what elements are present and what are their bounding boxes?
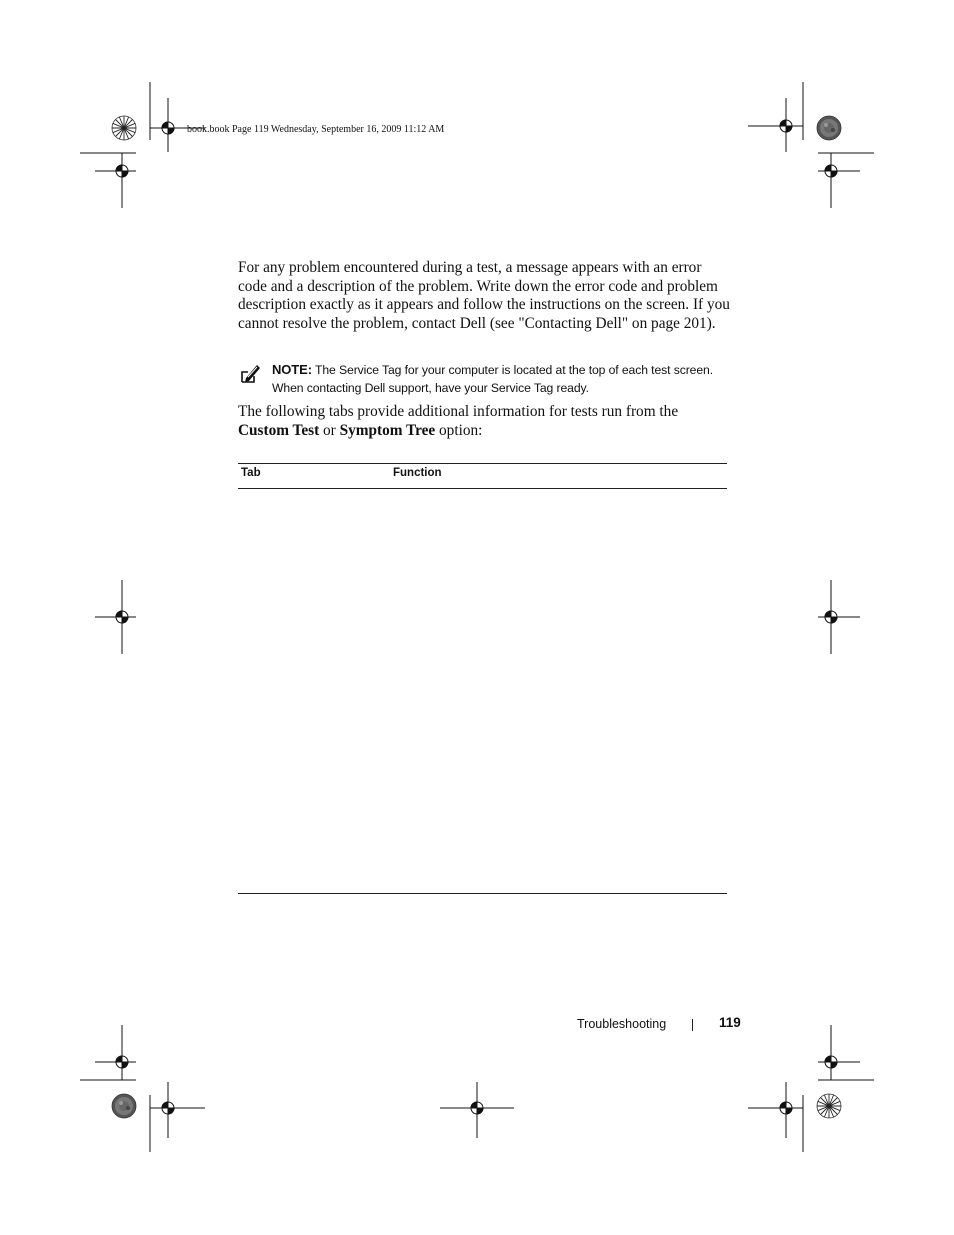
table-header-rule	[238, 488, 727, 489]
custom-test-term: Custom Test	[238, 422, 320, 439]
note-pencil-icon	[240, 362, 262, 384]
footer-separator	[692, 1019, 693, 1031]
note-body: The Service Tag for your computer is located at the top of each test screen. When contacting Dell support, have your Service Tag ready.	[272, 363, 713, 395]
print-header: book.book Page 119 Wednesday, September 16, 2009 11:12 AM	[187, 124, 445, 135]
tabs-intro-text: The following tabs provide additional information for tests run from the	[238, 403, 679, 420]
tabs-intro-paragraph	[238, 402, 730, 440]
or-text: or	[319, 422, 340, 439]
table-header-tab: Tab	[241, 467, 261, 479]
intro-paragraph: For any problem encountered during a test, a message appears with an error code and a description of the problem. Write down the error code and problem description exactly as it appears and follow the instructions on the screen. If you cannot resolve the problem, contact Dell (see "Contacting Dell" on page 201).	[238, 259, 730, 332]
footer-section-title: Troubleshooting	[577, 1017, 667, 1031]
note-text	[272, 361, 742, 397]
page-number: 119	[719, 1015, 741, 1030]
note-label: NOTE:	[272, 362, 312, 377]
symptom-tree-term: Symptom Tree	[339, 422, 436, 439]
table-bottom-rule	[238, 893, 727, 894]
table-header-function: Function	[393, 467, 442, 479]
option-text: option:	[435, 422, 483, 439]
table-top-rule	[238, 463, 727, 464]
